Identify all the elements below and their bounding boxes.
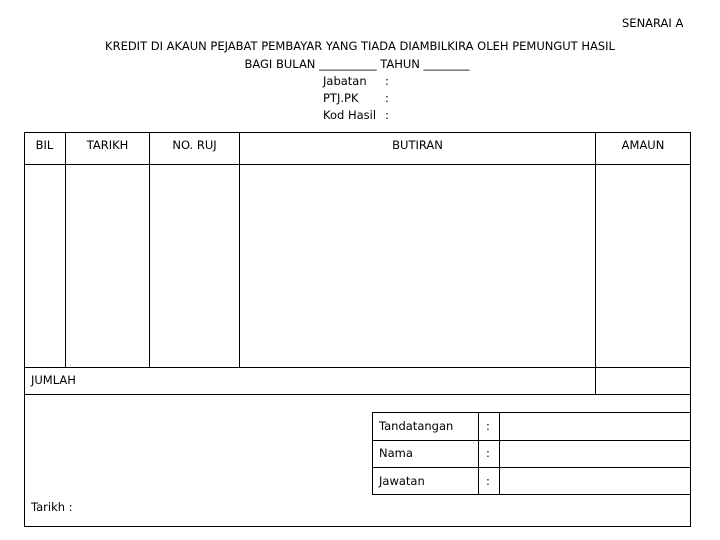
form-title: KREDIT DI AKAUN PEJABAT PEMBAYAR YANG TIADA DIAMBILKIRA OLEH PEMUNGUT HASIL	[105, 39, 615, 53]
signature-box-bottom	[372, 494, 691, 495]
col-divider-butiran	[595, 132, 596, 395]
signature-field-tandatangan-sep: :	[486, 419, 490, 433]
table-border-top	[24, 132, 691, 133]
signature-box-top	[372, 412, 691, 413]
column-header-amaun: AMAUN	[621, 138, 665, 152]
column-header-butiran: BUTIRAN	[392, 138, 443, 152]
column-header-no-ruj: NO. RUJ	[172, 138, 217, 152]
signature-box-left	[372, 412, 373, 495]
header-field-jabatan-sep: :	[385, 74, 389, 88]
signature-sep-divider	[499, 412, 500, 495]
header-field-ptj-sep: :	[385, 91, 389, 105]
header-field-kod-hasil-sep: :	[385, 108, 389, 122]
header-field-ptj-label: PTJ.PK	[323, 91, 359, 105]
signature-field-nama-sep: :	[486, 446, 490, 460]
form-period: BAGI BULAN __________ TAHUN ________	[244, 57, 470, 71]
signature-label-divider	[478, 412, 479, 495]
signature-row-divider-2	[372, 467, 691, 468]
signature-field-tandatangan-label: Tandatangan	[379, 419, 454, 433]
jumlah-row-bottom	[24, 394, 691, 395]
header-field-jabatan-label: Jabatan	[323, 74, 367, 88]
date-label: Tarikh :	[31, 500, 73, 514]
column-header-tarikh: TARIKH	[86, 138, 129, 152]
table-border-bottom	[24, 526, 691, 527]
header-row-divider	[24, 164, 691, 165]
col-divider-tarikh	[149, 132, 150, 368]
jumlah-row-top	[24, 367, 691, 368]
signature-field-nama-label: Nama	[379, 446, 413, 460]
col-divider-bil	[65, 132, 66, 368]
signature-row-divider-1	[372, 440, 691, 441]
col-divider-noruj	[239, 132, 240, 368]
header-field-kod-hasil-label: Kod Hasil	[323, 108, 377, 122]
table-border-left	[24, 132, 25, 527]
column-header-bil: BIL	[35, 138, 54, 152]
total-label: JUMLAH	[31, 373, 76, 387]
signature-field-jawatan-label: Jawatan	[379, 474, 425, 488]
document-code: SENARAI A	[622, 16, 684, 30]
signature-field-jawatan-sep: :	[486, 474, 490, 488]
